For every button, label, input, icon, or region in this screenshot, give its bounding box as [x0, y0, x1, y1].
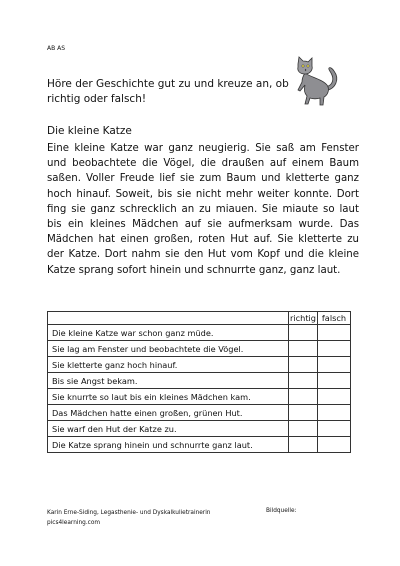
statement-header: [48, 312, 289, 325]
richtig-checkbox[interactable]: [289, 341, 318, 357]
richtig-checkbox[interactable]: [289, 405, 318, 421]
falsch-checkbox[interactable]: [318, 437, 351, 453]
quiz-row: [48, 421, 351, 437]
cat-icon: [292, 55, 342, 107]
worksheet-tag: AB AS: [47, 45, 66, 52]
falsch-checkbox[interactable]: [318, 421, 351, 437]
quiz-row: [48, 405, 351, 421]
story-title: Die kleine Katze: [47, 125, 132, 137]
falsch-header: falsch: [318, 312, 351, 325]
footer-author: Karin Erne-Siding, Legasthenie- und Dyskalkulietrainerin: [47, 510, 211, 516]
quiz-statement: Bis sie Angst bekam.: [48, 373, 289, 389]
quiz-statement: Sie kletterte ganz hoch hinauf.: [48, 357, 289, 373]
falsch-checkbox[interactable]: [318, 389, 351, 405]
richtig-checkbox[interactable]: [289, 325, 318, 341]
quiz-row: [48, 373, 351, 389]
footer-credits: [47, 508, 210, 528]
richtig-checkbox[interactable]: [289, 373, 318, 389]
falsch-checkbox[interactable]: [318, 405, 351, 421]
richtig-header: richtig: [289, 313, 316, 323]
quiz-table: [47, 311, 351, 453]
quiz-row: [48, 357, 351, 373]
quiz-statement: Die kleine Katze war schon ganz müde.: [48, 325, 289, 341]
falsch-checkbox[interactable]: [318, 341, 351, 357]
quiz-row: [48, 389, 351, 405]
falsch-checkbox[interactable]: [318, 357, 351, 373]
quiz-row: [48, 437, 351, 453]
richtig-checkbox[interactable]: [289, 437, 318, 453]
quiz-statement: Sie lag am Fenster und beobachtete die Vögel.: [48, 341, 289, 357]
quiz-statement: Sie warf den Hut der Katze zu.: [48, 421, 289, 437]
story-text: Eine kleine Katze war ganz neugierig. Sie saß am Fenster und beobachtete die Vögel, die draußen auf einem Baum saßen. Voller Freude lief sie zum Baum und kletterte ganz hoch hinauf. Soweit, bis sie nicht mehr weiter konnte. Dort fing sie ganz schrecklich an zu miauen. Sie miaute so laut bis ein kleines Mädchen auf sie aufmerksam wurde. Das Mädchen hat einen großen, roten Hut auf. Sie kletterte zu der Katze. Dort nahm sie den Hut vom Kopf und die kleine Katze sprang sofort hinein und schnurrte ganz, ganz laut.: [47, 143, 359, 276]
quiz-row: [48, 325, 351, 341]
richtig-checkbox[interactable]: [289, 389, 318, 405]
falsch-checkbox[interactable]: [318, 325, 351, 341]
footer-image-source: Bildquelle:: [266, 508, 297, 514]
falsch-checkbox[interactable]: [318, 373, 351, 389]
quiz-row: [48, 341, 351, 357]
quiz-statement: Die Katze sprang hinein und schnurrte ganz laut.: [48, 437, 289, 453]
richtig-checkbox[interactable]: [289, 421, 318, 437]
footer-site: pics4learning.com: [47, 520, 101, 526]
richtig-checkbox[interactable]: [289, 357, 318, 373]
instruction-text: Höre der Geschichte gut zu und kreuze an, ob richtig oder falsch!: [47, 78, 289, 105]
quiz-header-row: [48, 312, 351, 325]
quiz-statement: Das Mädchen hatte einen großen, grünen Hut.: [48, 405, 289, 421]
quiz-statement: Sie knurrte so laut bis ein kleines Mädchen kam.: [48, 389, 289, 405]
